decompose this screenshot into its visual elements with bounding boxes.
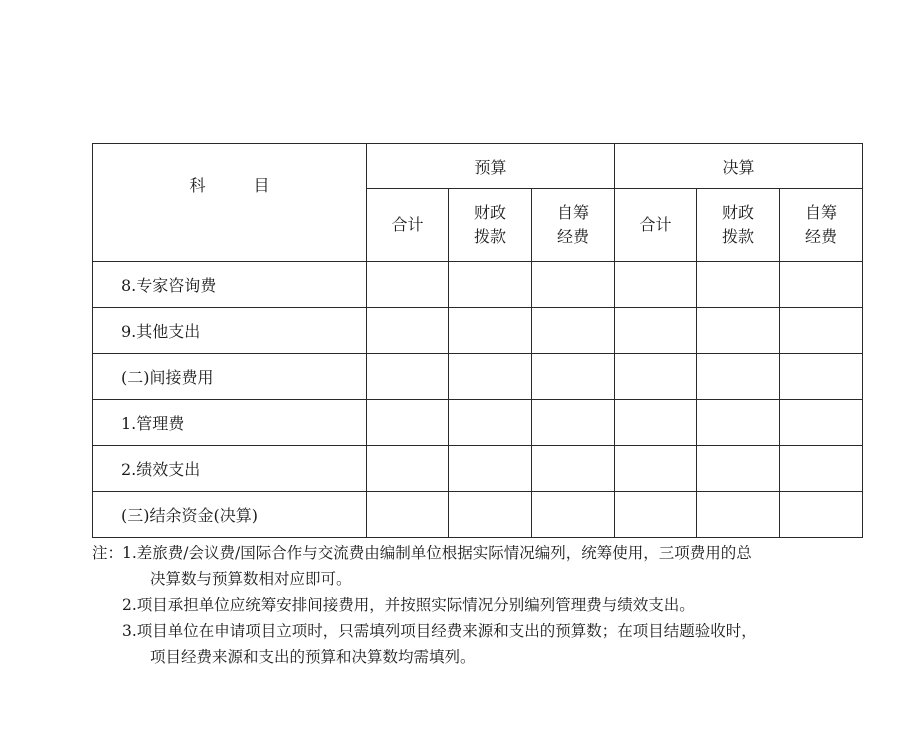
final-fiscal-cell — [697, 354, 780, 400]
note-2 — [92, 592, 872, 618]
budget-total-cell — [367, 400, 449, 446]
budget-total-cell — [367, 446, 449, 492]
budget-self-line2: 经费 — [557, 227, 590, 246]
note-1-continuation: 决算数与预算数相对应即可。 — [150, 570, 352, 588]
header-row-1 — [93, 144, 863, 189]
budget-self-cell — [532, 492, 615, 538]
budget-fiscal-cell — [449, 354, 532, 400]
note-3 — [92, 618, 872, 644]
final-fiscal-cell — [697, 308, 780, 354]
table-row — [93, 400, 863, 446]
final-total-cell — [615, 308, 697, 354]
budget-total-cell — [367, 492, 449, 538]
budget-fiscal-cell — [449, 262, 532, 308]
table-row — [93, 354, 863, 400]
budget-total-cell — [367, 262, 449, 308]
final-fiscal-header — [697, 189, 780, 262]
budget-fiscal-line1: 财政 — [473, 203, 506, 222]
budget-self-line1: 自筹 — [557, 203, 590, 222]
budget-self-cell — [532, 262, 615, 308]
final-self-cell — [780, 400, 863, 446]
note-2-number: 2. — [122, 596, 137, 614]
budget-self-cell — [532, 308, 615, 354]
budget-total-cell — [367, 354, 449, 400]
notes-section — [92, 540, 872, 670]
budget-self-cell — [532, 446, 615, 492]
final-fiscal-cell — [697, 446, 780, 492]
final-total-cell — [615, 262, 697, 308]
row-label-expert-consulting: 8.专家咨询费 — [93, 262, 367, 308]
note-2-text: 项目承担单位应统筹安排间接费用，并按照实际情况分别编列管理费与绩效支出。 — [136, 596, 695, 614]
note-3-number: 3. — [122, 622, 137, 640]
final-fiscal-line2: 拨款 — [722, 227, 755, 246]
final-fiscal-cell — [697, 400, 780, 446]
budget-fiscal-header — [449, 189, 532, 262]
final-self-cell — [780, 308, 863, 354]
table-row — [93, 446, 863, 492]
row-label-indirect-costs: (二)间接费用 — [93, 354, 367, 400]
note-3-text: 项目单位在申请项目立项时，只需填列项目经费来源和支出的预算数；在项目结题验收时， — [136, 622, 757, 640]
row-label-other-expenses: 9.其他支出 — [93, 308, 367, 354]
final-fiscal-cell — [697, 262, 780, 308]
note-1 — [92, 540, 872, 566]
budget-fiscal-cell — [449, 492, 532, 538]
final-total-cell — [615, 400, 697, 446]
final-header: 决算 — [615, 144, 863, 189]
final-fiscal-cell — [697, 492, 780, 538]
final-self-header — [780, 189, 863, 262]
note-3-continuation: 项目经费来源和支出的预算和决算数均需填列。 — [150, 648, 476, 666]
final-self-cell — [780, 262, 863, 308]
budget-fiscal-cell — [449, 308, 532, 354]
budget-fiscal-cell — [449, 400, 532, 446]
final-total-cell — [615, 492, 697, 538]
subject-header-label: 科 目 — [189, 176, 270, 195]
note-1-number: 1. — [122, 544, 137, 562]
final-self-cell — [780, 354, 863, 400]
final-total-cell — [615, 446, 697, 492]
final-self-line2: 经费 — [805, 227, 838, 246]
row-label-surplus-funds: (三)结余资金(决算) — [93, 492, 367, 538]
budget-header: 预算 — [367, 144, 615, 189]
final-fiscal-line1: 财政 — [722, 203, 755, 222]
table-row — [93, 262, 863, 308]
final-self-line1: 自筹 — [805, 203, 838, 222]
budget-fiscal-cell — [449, 446, 532, 492]
budget-self-header — [532, 189, 615, 262]
table-row — [93, 308, 863, 354]
budget-fiscal-line2: 拨款 — [473, 227, 506, 246]
final-self-cell — [780, 446, 863, 492]
budget-self-cell — [532, 400, 615, 446]
final-total-header: 合计 — [615, 189, 697, 262]
final-total-cell — [615, 354, 697, 400]
row-label-performance-expenses: 2.绩效支出 — [93, 446, 367, 492]
notes-prefix: 注： — [92, 544, 124, 562]
budget-self-cell — [532, 354, 615, 400]
subject-header — [93, 144, 367, 262]
final-self-cell — [780, 492, 863, 538]
table-row — [93, 492, 863, 538]
budget-table — [92, 143, 863, 538]
row-label-management-fee: 1.管理费 — [93, 400, 367, 446]
budget-total-header: 合计 — [367, 189, 449, 262]
note-1-text: 差旅费/会议费/国际合作与交流费由编制单位根据实际情况编列，统筹使用，三项费用的总 — [136, 544, 752, 562]
budget-total-cell — [367, 308, 449, 354]
